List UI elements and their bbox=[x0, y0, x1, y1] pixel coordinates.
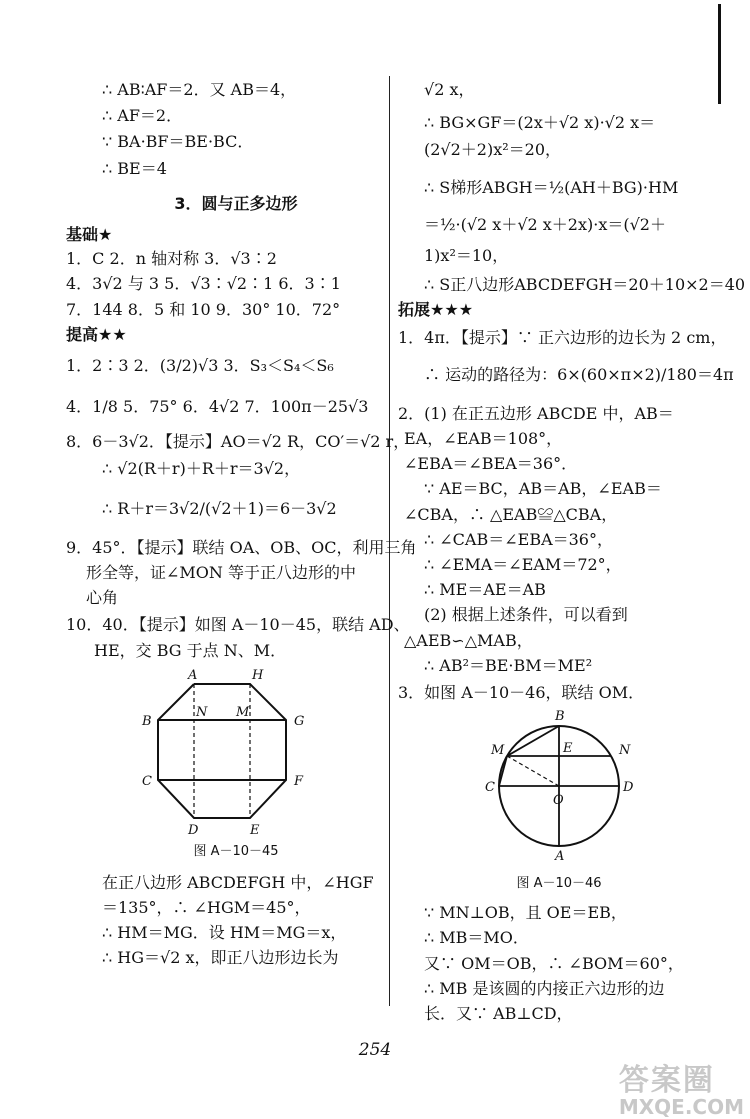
answer-line: ∴ ME＝AE＝AB bbox=[424, 580, 546, 600]
answer-line: 1．4π．【提示】∵ 正六边形的边长为 2 cm， bbox=[398, 327, 727, 347]
line: ∴ AF＝2． bbox=[102, 106, 183, 126]
label-A: A bbox=[555, 849, 565, 865]
answer-line: ∴ BG×GF＝(2x＋√2 x)·√2 x＝ bbox=[424, 113, 656, 133]
answer-line: 4．1/8 5．75° 6．4√2 7．100π－25√3 bbox=[66, 397, 369, 417]
label-M: M bbox=[491, 743, 505, 759]
answer-line: ∴ √2(R＋r)＋R＋r＝3√2， bbox=[102, 459, 301, 479]
figure-caption: 图 A－10－45 bbox=[193, 843, 279, 859]
label-H: H bbox=[252, 667, 264, 683]
answer-line: ∴ MB 是该圆的内接正六边形的边 bbox=[424, 978, 665, 998]
answer-line: 10．40．【提示】如图 A－10－45，联结 AD、 bbox=[66, 615, 410, 635]
answer-line: ＝135°，∴ ∠HGM＝45°， bbox=[102, 897, 311, 917]
answer-line: ∵ MN⊥OB，且 OE＝EB， bbox=[424, 903, 627, 923]
figure-octagon bbox=[136, 668, 336, 838]
answer-line: △AEB∽△MAB， bbox=[404, 630, 533, 650]
subsection-extension: 拓展★★★ bbox=[398, 300, 474, 320]
answer-line: 3．如图 A－10－46，联结 OM． bbox=[398, 682, 645, 702]
label-D: D bbox=[623, 780, 634, 796]
answer-line: 又∵ OM＝OB，∴ ∠BOM＝60°， bbox=[424, 953, 684, 973]
answer-line: 形全等，证∠MON 等于正八边形的中 bbox=[86, 563, 356, 582]
answer-line: (2) 根据上述条件，可以看到 bbox=[424, 605, 628, 625]
answer-line: 1．C 2．n 轴对称 3．√3∶2 bbox=[66, 249, 277, 269]
answer-line: 长．又∵ AB⊥CD， bbox=[424, 1003, 573, 1023]
answer-line: ∴ HM＝MG．设 HM＝MG＝x， bbox=[102, 923, 347, 943]
answer-line: 8．6－3√2．【提示】AO＝√2 R，CO′＝√2 r， bbox=[66, 432, 410, 452]
answer-line: ＝½·(√2 x＋√2 x＋2x)·x＝(√2＋ bbox=[424, 214, 666, 234]
answer-line: 在正八边形 ABCDEFGH 中，∠HGF bbox=[102, 872, 374, 892]
section-title: 3．圆与正多边形 bbox=[174, 193, 298, 213]
answer-line: ∴ R＋r＝3√2/(√2＋1)＝6－3√2 bbox=[102, 498, 337, 518]
left-column bbox=[66, 76, 417, 968]
answer-line: ∴ ∠CAB＝∠EBA＝36°， bbox=[424, 529, 613, 549]
subsection-advanced: 提高★★ bbox=[66, 324, 127, 344]
page-number: 254 bbox=[358, 1040, 392, 1060]
answer-line: ∠EBA＝∠BEA＝36°． bbox=[404, 454, 578, 474]
answer-line: EA，∠EAB＝108°， bbox=[404, 429, 563, 449]
answer-line: ∴ MB＝MO． bbox=[424, 928, 529, 948]
figure-circle bbox=[459, 708, 659, 868]
watermark-logo bbox=[619, 1055, 744, 1119]
label-O: O bbox=[553, 793, 564, 809]
subsection-basic: 基础★ bbox=[66, 224, 113, 244]
label-E: E bbox=[250, 822, 260, 838]
line: ∴ BE＝4 bbox=[102, 158, 167, 178]
label-B: B bbox=[555, 709, 565, 725]
line: ∴ AB∶AF＝2．又 AB＝4， bbox=[102, 80, 297, 99]
answer-line: 4．3√2 与 3 5．√3∶√2∶1 6．3∶1 bbox=[66, 274, 341, 294]
answer-line: ∴ 运动的路径为：6×(60×π×2)/180＝4π bbox=[424, 364, 734, 384]
label-N: N bbox=[619, 743, 631, 759]
answer-line: 9．45°．【提示】联结 OA、OB、OC，利用三角 bbox=[66, 537, 417, 557]
answer-line: 2．(1) 在正五边形 ABCDE 中，AB＝ bbox=[398, 403, 674, 423]
label-E: E bbox=[563, 741, 573, 757]
answer-line: ∴ HG＝√2 x，即正八边形边长为 bbox=[102, 948, 339, 968]
answer-line: ∴ ∠EMA＝∠EAM＝72°， bbox=[424, 555, 622, 574]
answer-line: 1．2∶3 2．(3/2)√3 3．S₃＜S₄＜S₆ bbox=[66, 355, 334, 375]
label-C: C bbox=[142, 773, 152, 789]
answer-line: HE，交 BG 于点 N、M． bbox=[94, 640, 287, 660]
label-F: F bbox=[294, 773, 304, 789]
answer-line: ∴ S正八边形ABCDEFGH＝20＋10×2＝40 bbox=[424, 275, 746, 295]
answer-line: √2 x， bbox=[424, 80, 475, 99]
answer-line: 1)x²＝10， bbox=[424, 245, 509, 265]
label-G: G bbox=[294, 713, 305, 729]
right-column bbox=[398, 76, 746, 1023]
answer-line: (2√2＋2)x²＝20， bbox=[424, 140, 562, 160]
answer-line: ∴ S梯形ABGH＝½(AH＋BG)·HM bbox=[424, 177, 679, 197]
answer-line: 心角 bbox=[86, 588, 119, 608]
watermark-title: 答案圈 bbox=[618, 1063, 715, 1098]
answer-line: 7．144 8．5 和 10 9．30° 10．72° bbox=[66, 299, 341, 319]
label-M: M bbox=[236, 704, 250, 720]
label-B: B bbox=[142, 713, 152, 729]
answer-line: ∴ AB²＝BE·BM＝ME² bbox=[424, 655, 593, 675]
label-D: D bbox=[188, 822, 199, 838]
answer-line: ∠CBA，∴ △EAB≌△CBA， bbox=[404, 504, 618, 524]
label-A: A bbox=[188, 667, 198, 683]
line: ∵ BA·BF＝BE·BC． bbox=[102, 132, 254, 152]
answer-line: ∵ AE＝BC，AB＝AB，∠EAB＝ bbox=[424, 479, 662, 499]
label-C: C bbox=[485, 780, 495, 796]
figure-caption: 图 A－10－46 bbox=[516, 876, 602, 892]
label-N: N bbox=[196, 704, 208, 720]
watermark-url: MXQE.COM bbox=[618, 1095, 744, 1119]
